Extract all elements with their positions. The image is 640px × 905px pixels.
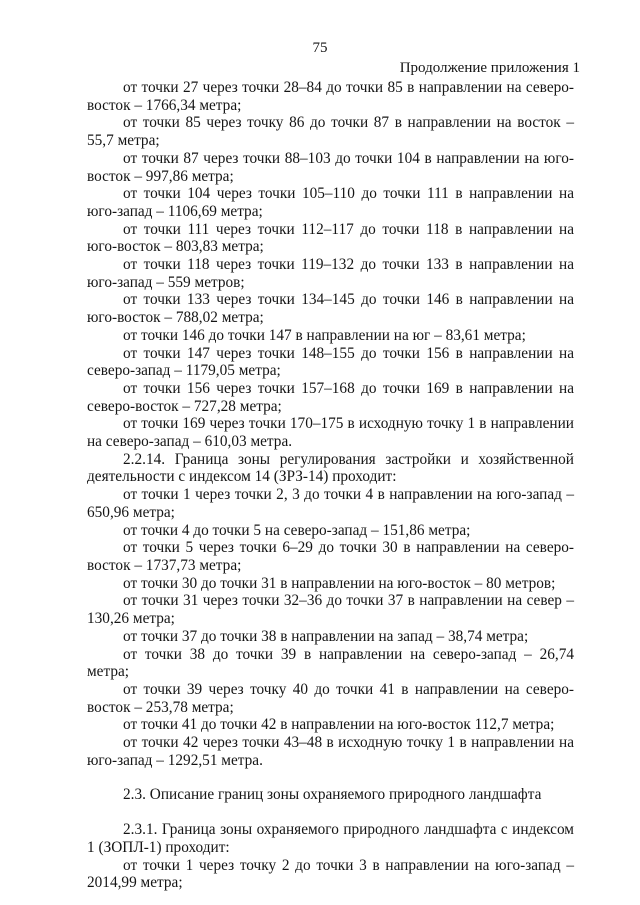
boundary-paragraph: от точки 147 через точки 148–155 до точки 156 в направлении на северо-запад – 1179,05 метра; <box>87 344 574 380</box>
boundary-paragraph: от точки 133 через точки 134–145 до точки 146 в направлении на юго-восток – 788,02 метра; <box>87 291 574 327</box>
boundary-paragraph: от точки 42 через точки 43–48 в исходную точку 1 в направлении на юго-запад – 1292,51 метра. <box>87 734 574 769</box>
boundary-paragraph: от точки 4 до точки 5 на северо-запад – 151,86 метра; <box>123 521 471 539</box>
boundary-paragraph: от точки 1 через точки 2, 3 до точки 4 в направлении на юго-запад – 650,96 метра; <box>87 486 574 521</box>
boundary-paragraph: от точки 104 через точки 105–110 до точки 111 в направлении на юго-запад – 1106,69 метра; <box>87 185 574 220</box>
boundary-paragraph: от точки 31 через точки 32–36 до точки 37 в направлении на север – 130,26 метра; <box>87 592 574 628</box>
boundary-paragraph: от точки 41 до точки 42 в направлении на юго-восток 112,7 метра; <box>123 716 555 734</box>
boundary-paragraph: от точки 1 через точку 2 до точки 3 в направлении на юго-запад – 2014,99 метра; <box>87 856 574 892</box>
appendix-continuation-label: Продолжение приложения 1 <box>399 60 580 76</box>
boundary-paragraph: от точки 39 через точку 40 до точки 41 в направлении на северо-восток – 253,78 метра; <box>87 680 574 716</box>
document-body <box>87 79 574 892</box>
boundary-paragraph: от точки 156 через точки 157–168 до точки 169 в направлении на северо-восток – 727,28 метра; <box>87 379 574 415</box>
section-heading: 2.3. Описание границ зоны охраняемого природного ландшафта <box>123 786 542 804</box>
boundary-paragraph: от точки 30 до точки 31 в направлении на юго-восток – 80 метров; <box>123 574 556 592</box>
boundary-paragraph: от точки 87 через точки 88–103 до точки 104 в направлении на юго-восток – 997,86 метра; <box>87 149 574 185</box>
boundary-paragraph: от точки 27 через точки 28–84 до точки 85 в направлении на северо-восток – 1766,34 метра; <box>87 79 574 114</box>
boundary-paragraph: от точки 38 до точки 39 в направлении на северо-запад – 26,74 метра; <box>87 645 574 681</box>
boundary-paragraph: от точки 111 через точки 112–117 до точки 118 в направлении на юго-восток – 803,83 метра; <box>87 220 574 256</box>
spacer <box>87 769 574 786</box>
boundary-paragraph: от точки 169 через точки 170–175 в исходную точку 1 в направлении на северо-запад – 610,03 метра. <box>87 415 574 451</box>
clause-paragraph-2-3-1: 2.3.1. Граница зоны охраняемого природного ландшафта с индексом 1 (ЗОПЛ-1) проходит: <box>87 821 574 856</box>
clause-paragraph-2-2-14: 2.2.14. Граница зоны регулирования застройки и хозяйственной деятельности с индексом 14 (ЗРЗ-14) проходит: <box>87 450 574 486</box>
spacer <box>87 804 574 821</box>
boundary-paragraph: от точки 85 через точку 86 до точки 87 в направлении на восток – 55,7 метра; <box>87 114 574 150</box>
page-number: 75 <box>312 40 328 56</box>
boundary-paragraph: от точки 5 через точки 6–29 до точки 30 в направлении на северо-восток – 1737,73 метра; <box>87 539 574 574</box>
boundary-paragraph: от точки 146 до точки 147 в направлении на юг – 83,61 метра; <box>123 326 526 344</box>
boundary-paragraph: от точки 37 до точки 38 в направлении на запад – 38,74 метра; <box>123 627 529 645</box>
boundary-paragraph: от точки 118 через точки 119–132 до точки 133 в направлении на юго-запад – 559 метров; <box>87 256 574 291</box>
